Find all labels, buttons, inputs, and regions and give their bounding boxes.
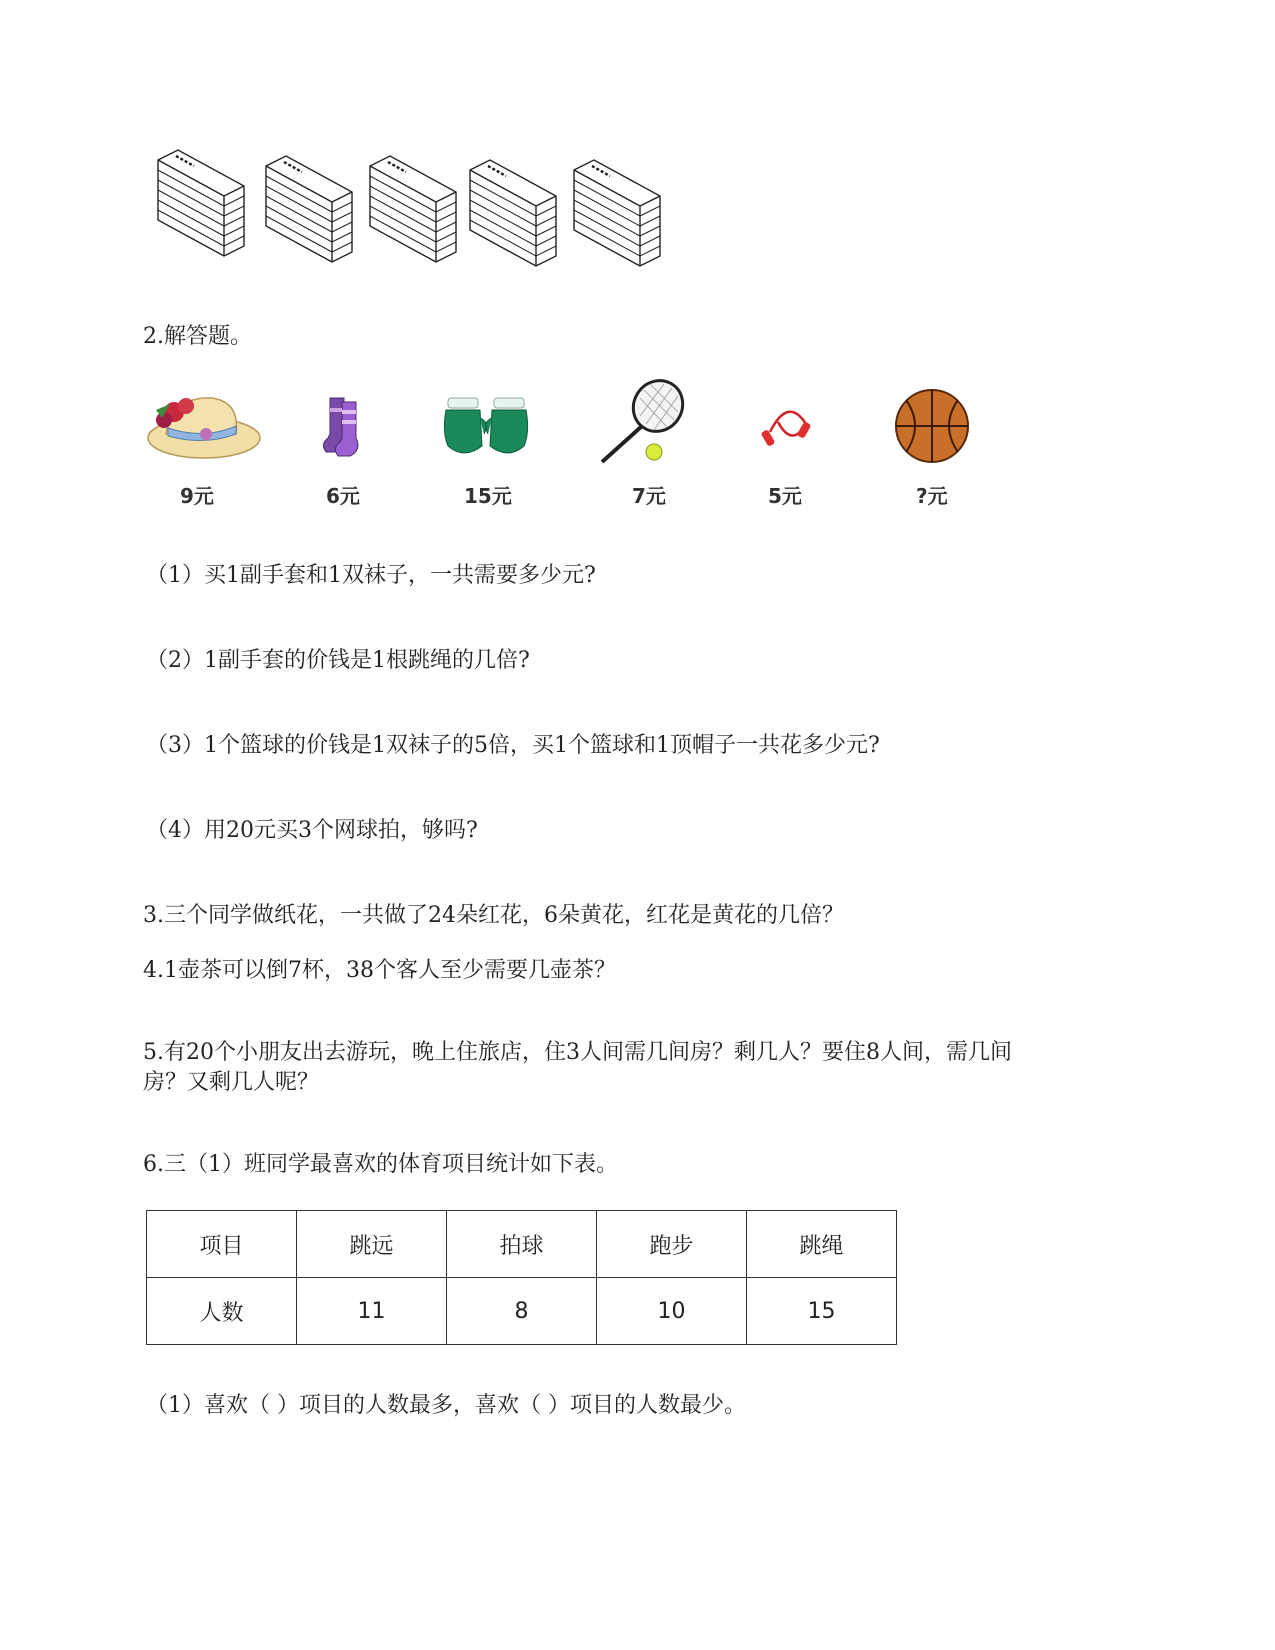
tennis-racket-icon: [596, 376, 692, 468]
question-4: 4.1壶茶可以倒7杯，38个客人至少需要几壶茶？: [143, 958, 616, 983]
table-cell: 人数: [147, 1278, 297, 1345]
question-2-2: （2）1副手套的价钱是1根跳绳的几倍?: [146, 648, 530, 673]
question-2-1: （1）买1副手套和1双袜子，一共需要多少元?: [146, 563, 596, 588]
gloves-price: 15元: [464, 484, 512, 508]
book-stacks-illustration: [150, 140, 680, 270]
sports-statistics-table: [146, 1210, 897, 1345]
table-cell: 拍球: [447, 1211, 597, 1278]
table-cell: 10: [597, 1278, 747, 1345]
basketball-icon: [892, 386, 972, 466]
table-cell: 项目: [147, 1211, 297, 1278]
table-cell: 11: [297, 1278, 447, 1345]
question-6-1: （1）喜欢（ ）项目的人数最多，喜欢（ ）项目的人数最少。: [146, 1393, 746, 1418]
jump-rope-icon: [760, 402, 816, 450]
hat-icon: [144, 388, 264, 468]
table-cell: 跳绳: [747, 1211, 897, 1278]
table-cell: 15: [747, 1278, 897, 1345]
table-row: [147, 1278, 897, 1345]
hat-price: 9元: [180, 484, 214, 508]
jump-rope-price: 5元: [768, 484, 802, 508]
question-2-3: （3）1个篮球的价钱是1双袜子的5倍，买1个篮球和1顶帽子一共花多少元?: [146, 733, 880, 758]
socks-price: 6元: [326, 484, 360, 508]
section-2-title: 2.解答题。: [143, 324, 252, 349]
socks-icon: [318, 394, 368, 460]
question-2-4: （4）用20元买3个网球拍，够吗?: [146, 818, 478, 843]
table-cell: 跳远: [297, 1211, 447, 1278]
table-header-row: [147, 1211, 897, 1278]
basketball-price: ?元: [916, 484, 948, 508]
gloves-icon: [442, 396, 532, 458]
question-5-line-2: 房？又剩几人呢？: [143, 1070, 320, 1095]
table-cell: 跑步: [597, 1211, 747, 1278]
question-6-title: 6.三（1）班同学最喜欢的体育项目统计如下表。: [143, 1152, 618, 1177]
question-3: 3.三个同学做纸花，一共做了24朵红花，6朵黄花，红花是黄花的几倍？: [143, 903, 844, 928]
table-cell: 8: [447, 1278, 597, 1345]
tennis-racket-price: 7元: [632, 484, 666, 508]
question-5-line-1: 5.有20个小朋友出去游玩，晚上住旅店，住3人间需几间房？剩几人？要住8人间，需几间: [143, 1040, 1012, 1065]
